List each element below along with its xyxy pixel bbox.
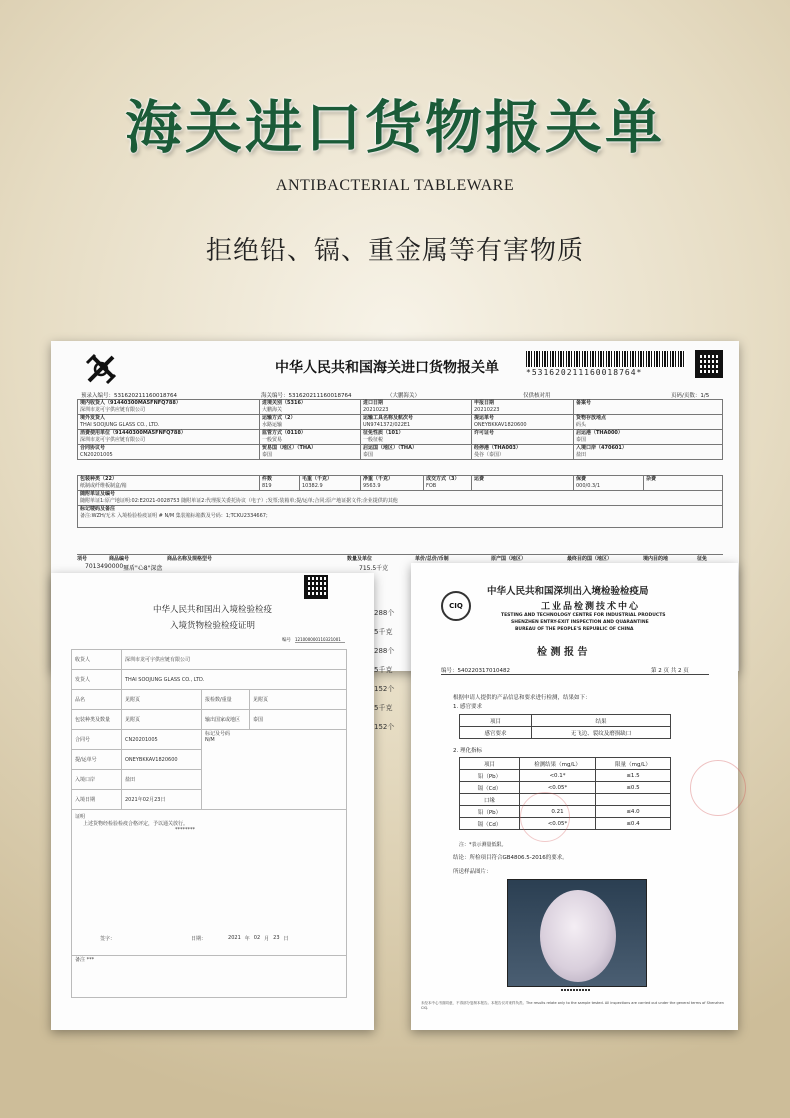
goods-header-cell: 征免	[697, 556, 708, 562]
cell-label: 提/运单号	[72, 750, 122, 770]
origin-value: 泰国	[250, 710, 347, 730]
grid-cell: 运输方式（2） 水路运输	[260, 415, 361, 430]
report-note: 注：*表示测量低限。	[459, 842, 507, 848]
cell-label: 输出国家或地区	[202, 710, 250, 730]
quarantine-certificate-document	[51, 573, 374, 1030]
sensory-table	[459, 714, 671, 739]
barcode-text: *531620211160018764*	[526, 368, 643, 377]
qty-item: 152个	[374, 685, 395, 693]
grid-cell: 入境口岸（470601） 盐田	[574, 445, 723, 460]
cell: ≤0.4	[596, 818, 671, 830]
goods-header-row	[77, 554, 723, 562]
header-cell: 限量（mg/L）	[596, 758, 671, 770]
grid-cell: 启运国（地区）（THA） 泰国	[361, 445, 472, 460]
grid-cell: 消费使用单位（91440300MA5FNFQ788） 深圳市龙可宇供应链有限公司	[78, 430, 260, 445]
header-cell: 结果	[532, 715, 671, 727]
receiver-value: 深圳市龙可宇供应链有限公司	[122, 650, 347, 670]
issue-month: 02	[253, 935, 261, 941]
customs-emblem-icon	[83, 351, 119, 387]
cell: <0.1*	[520, 770, 596, 782]
issue-year: 2021	[228, 935, 241, 941]
cell-label: 发货人	[72, 670, 122, 690]
cell: 感官要求	[460, 727, 532, 739]
visible-quantity-column	[374, 604, 408, 737]
bl-value: ONEYBKKAV1820600	[122, 750, 202, 770]
proof-label: 证明	[75, 814, 86, 820]
qty-item: 5千克	[374, 666, 393, 674]
grid-cell: 净重（千克） 9563.9	[361, 476, 424, 491]
goods-header-cell: 单价/总价/币制	[415, 556, 449, 562]
remark-label: 备注	[75, 957, 86, 963]
cell-label: 收货人	[72, 650, 122, 670]
declaration-number: 海关编号：531620211160018764	[261, 393, 352, 399]
cell: 镉（Cd）	[460, 782, 520, 794]
cell: <0.05*	[520, 818, 596, 830]
goods-code: 7013490000	[85, 563, 124, 570]
center-en-2: SHENZHEN ENTRY-EXIT INSPECTION AND QUARANTINE	[511, 620, 649, 625]
cell-label: 入境日期	[72, 790, 122, 810]
grid-cell: 贸易国（地区）（THA） 泰国	[260, 445, 361, 460]
qty-item: 5千克	[374, 704, 393, 712]
port-value: 盐田	[122, 770, 202, 790]
qty-value: 见附页	[250, 690, 347, 710]
marks-value: N/M	[205, 737, 215, 743]
official-seal	[690, 760, 746, 816]
cert-number-label: 编号	[282, 638, 291, 643]
page-title: 海关进口货物报关单	[125, 95, 665, 161]
goods-header-cell: 境内目的地	[643, 556, 669, 562]
grid-cell: 杂费	[644, 476, 723, 491]
cell-label: 合同号	[72, 730, 122, 750]
goods-header-cell: 数量及单位	[347, 556, 373, 562]
grid-cell: 保费 000/0.3/1	[574, 476, 644, 491]
qr-code	[304, 575, 328, 599]
grid-cell: 货物存放地点 码头	[574, 415, 723, 430]
center-en-3: BUREAU OF THE PEOPLE'S REPUBLIC OF CHINA	[515, 627, 634, 632]
cell-label: 入境口岸	[72, 770, 122, 790]
goods-header-cell: 项号	[77, 556, 88, 562]
issue-year-unit: 年	[244, 936, 250, 942]
cell-label: 品名	[72, 690, 122, 710]
grid-cell: 包装种类（22） 纸制或纤维板制盒/箱	[78, 476, 260, 491]
photo-scale-bar	[561, 989, 591, 991]
grid-cell: 标记唛码及备注 备注:WZH/无木 入境检验检疫证明 # N/M 集装箱标箱数及号码：1;TCKU2334667;	[78, 506, 723, 528]
cell: 口缘	[460, 794, 520, 806]
grid-cell: 随附单证及编号 随附单证1:原产地证明:02:E2021-0028753 随附单证2:代理报关委托协议（电子）;发票;装箱单;提/运单;合同;原产地证据文件;企业提供的其他	[78, 491, 723, 506]
grid-cell: 许可证号	[472, 430, 574, 445]
qty-item: 288个	[374, 647, 395, 655]
pack-value: 见附页	[122, 710, 202, 730]
report-intro: 根据申请人提供的产品信息和要求进行检测，结果如下：	[453, 695, 591, 701]
remark-value: ***	[86, 957, 95, 963]
goods-header-cell: 原产国（地区）	[491, 556, 527, 562]
grid-cell: 毛重（千克） 10382.9	[300, 476, 361, 491]
qty-item: 288个	[374, 609, 395, 617]
section-1: 1. 感官要求	[453, 704, 482, 710]
grid-cell: 监管方式（0110） 一般贸易	[260, 430, 361, 445]
report-pages: 第 2 页 共 2 页	[651, 668, 689, 674]
official-seal	[520, 792, 570, 842]
issue-day: 23	[273, 935, 280, 941]
goods-name: 璽盾"心8"深盘	[123, 565, 163, 572]
qty-item: 5千克	[374, 628, 393, 636]
cell: 铅（Pb）	[460, 806, 520, 818]
cell-label: 报检数/重量	[202, 690, 250, 710]
sign-label: 签字：	[100, 936, 116, 942]
cell	[596, 794, 671, 806]
pre-record-number: 预录入编号：531620211160018764	[81, 393, 177, 399]
report-number: 编号：540220317010482	[441, 668, 510, 674]
section-2: 2. 理化指标	[453, 748, 482, 754]
grid-cell: 经停港（THA003） 曼谷（泰国）	[472, 445, 574, 460]
photo-label: 所送样品图片：	[453, 869, 492, 875]
goods-header-cell: 商品名称及规格型号	[167, 556, 213, 562]
goods-quantity: 715.5千克	[359, 565, 389, 572]
grid-cell: 件数 819	[260, 476, 300, 491]
page-tagline: 拒绝铅、镉、重金属等有害物质	[205, 236, 584, 266]
usage-note: 仅供核对用	[523, 393, 551, 399]
test-report-document	[411, 563, 738, 1030]
grid-cell: 进境关别（5316） 大鹏海关	[260, 400, 361, 415]
center-name: 工业品检测技术中心	[541, 602, 641, 612]
cert-number: 121000000110321001	[295, 637, 345, 643]
cert-title-2: 入境货物检验检疫证明	[169, 621, 255, 631]
contract-value: CN20201005	[122, 730, 202, 750]
page-subtitle: ANTIBACTERIAL TABLEWARE	[275, 177, 515, 194]
sample-photo	[507, 879, 647, 987]
header-cell: 检测结果（mg/L）	[520, 758, 596, 770]
packing-grid	[77, 475, 723, 528]
cert-title-1: 中华人民共和国出入境检验检疫	[152, 605, 272, 615]
page-count: 页码/页数：1/5	[671, 393, 710, 399]
report-conclusion: 结论：所检项目符合GB4806.5-2016的要求。	[453, 855, 568, 861]
cell-label: 标记及号码	[205, 731, 231, 737]
report-heading: 检 测 报 告	[537, 647, 588, 658]
cell: ≤1.5	[596, 770, 671, 782]
name-value: 见附页	[122, 690, 202, 710]
grid-cell: 启运港（THA000） 泰国	[574, 430, 723, 445]
cell: 无飞边、裂纹及磨损缺口	[532, 727, 671, 739]
cell: <0.05*	[520, 782, 596, 794]
grid-cell: 成交方式（3） FOB	[424, 476, 472, 491]
cell: 镉（Cd）	[460, 818, 520, 830]
issue-month-unit: 月	[264, 936, 270, 942]
center-en-1: TESTING AND TECHNOLOGY CENTRE FOR INDUSTRIAL PRODUCTS	[501, 613, 666, 618]
cell: 0.21	[520, 806, 596, 818]
report-footer: 未经本中心书面同意，不得部分复制本报告。本报告仅对来样负责。The results relate only to the sample tested. All inspections are carried out under the general terms of Shenzhen CIQ.	[421, 1001, 724, 1010]
grid-cell: 备案号	[574, 400, 723, 415]
bureau-name: 中华人民共和国深圳出入境检验检疫局	[487, 586, 649, 597]
shipper-value: THAI SOOJUNG GLASS CO., LTD.	[122, 670, 347, 690]
grid-cell: 征免性质（101） 一般征税	[361, 430, 472, 445]
customs-form-title: 中华人民共和国海关进口货物报关单	[275, 360, 499, 376]
grid-cell: 申报日期 20210223	[472, 400, 574, 415]
cert-table	[71, 649, 347, 998]
cell: ≤4.0	[596, 806, 671, 818]
grid-cell: 境内收货人（91440300MA5FNFQ788） 深圳市龙可宇供应链有限公司	[78, 400, 260, 415]
goods-header-cell: 最终目的国（地区）	[567, 556, 613, 562]
qr-code	[695, 350, 723, 378]
grid-cell: 运费	[472, 476, 574, 491]
cell-label: 包装种类及数量	[72, 710, 122, 730]
ciq-logo-icon: CIQ	[441, 591, 471, 621]
header-cell: 项目	[460, 715, 532, 727]
header-cell: 项目	[460, 758, 520, 770]
grid-cell: 进口日期 20210223	[361, 400, 472, 415]
barcode	[526, 351, 686, 367]
issue-label: 日期：	[191, 936, 207, 942]
qty-item: 152个	[374, 723, 395, 731]
grid-cell: 运输工具名称及航次号 UN9741372/022E1	[361, 415, 472, 430]
issue-day-unit: 日	[283, 936, 289, 942]
proof-text: 上述货物经检验检疫合格评定，予以通关放行。	[83, 821, 189, 827]
customs-office: （大鹏海关）	[387, 393, 421, 399]
goods-header-cell: 商品编号	[109, 556, 130, 562]
grid-cell: 境外发货人 THAI SOOJUNG GLASS CO., LTD.	[78, 415, 260, 430]
declaration-grid	[77, 399, 723, 460]
plate-image	[540, 890, 616, 982]
date-value: 2021年02月23日	[122, 790, 202, 810]
cell: ≤0.5	[596, 782, 671, 794]
grid-cell: 合同协议号 CN20201005	[78, 445, 260, 460]
proof-stars: ********	[175, 827, 195, 833]
grid-cell: 提运单号 ONEYBKKAV1820600	[472, 415, 574, 430]
cell: 铅（Pb）	[460, 770, 520, 782]
